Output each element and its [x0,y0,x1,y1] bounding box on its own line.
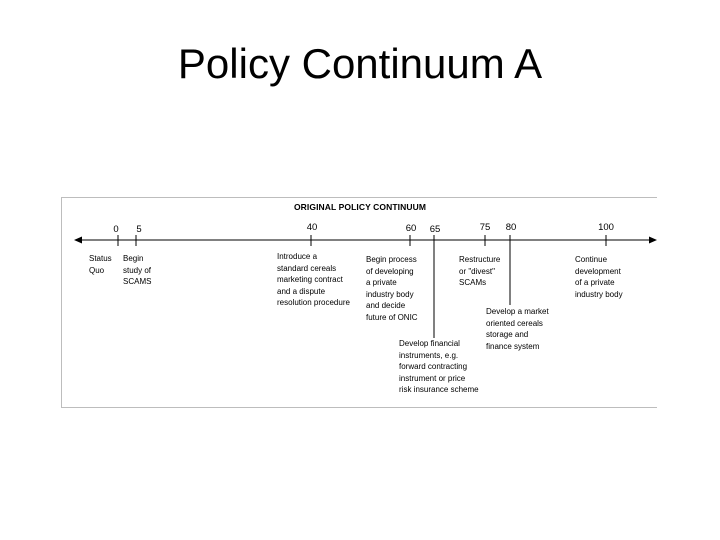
step-begin-study: Begin study of SCAMS [123,254,152,286]
left-arrowhead [74,237,82,244]
step-storage-finance: Develop a market oriented cereals storage and finance system [486,307,549,351]
tick-label-60: 60 [405,223,417,234]
slide-title: Policy Continuum A [177,40,543,87]
right-arrowhead [649,237,657,244]
tick-label-80: 80 [505,222,517,233]
tick-label-40: 40 [306,222,318,233]
step-financial-instruments: Develop financial instruments, e.g. forward contracting instrument or price risk insurance scheme [399,339,479,394]
step-standard-contract: Introduce a standard cereals marketing contract and a dispute resolution procedure [277,252,350,307]
step-restructure-scams: Restructure or "divest" SCAMs [459,255,501,287]
tick-label-5: 5 [136,224,142,235]
step-status-quo: Status Quo [89,254,112,275]
step-private-industry-body: Begin process of developing a private industry body and decide future of ONIC [366,255,418,322]
tick-label-75: 75 [479,222,491,233]
tick-label-100: 100 [598,222,614,233]
continuum-title: ORIGINAL POLICY CONTINUUM [293,202,427,212]
tick-label-0: 0 [113,224,119,235]
step-continue-development: Continue development of a private industry body [575,255,623,299]
tick-label-65: 65 [429,224,441,235]
